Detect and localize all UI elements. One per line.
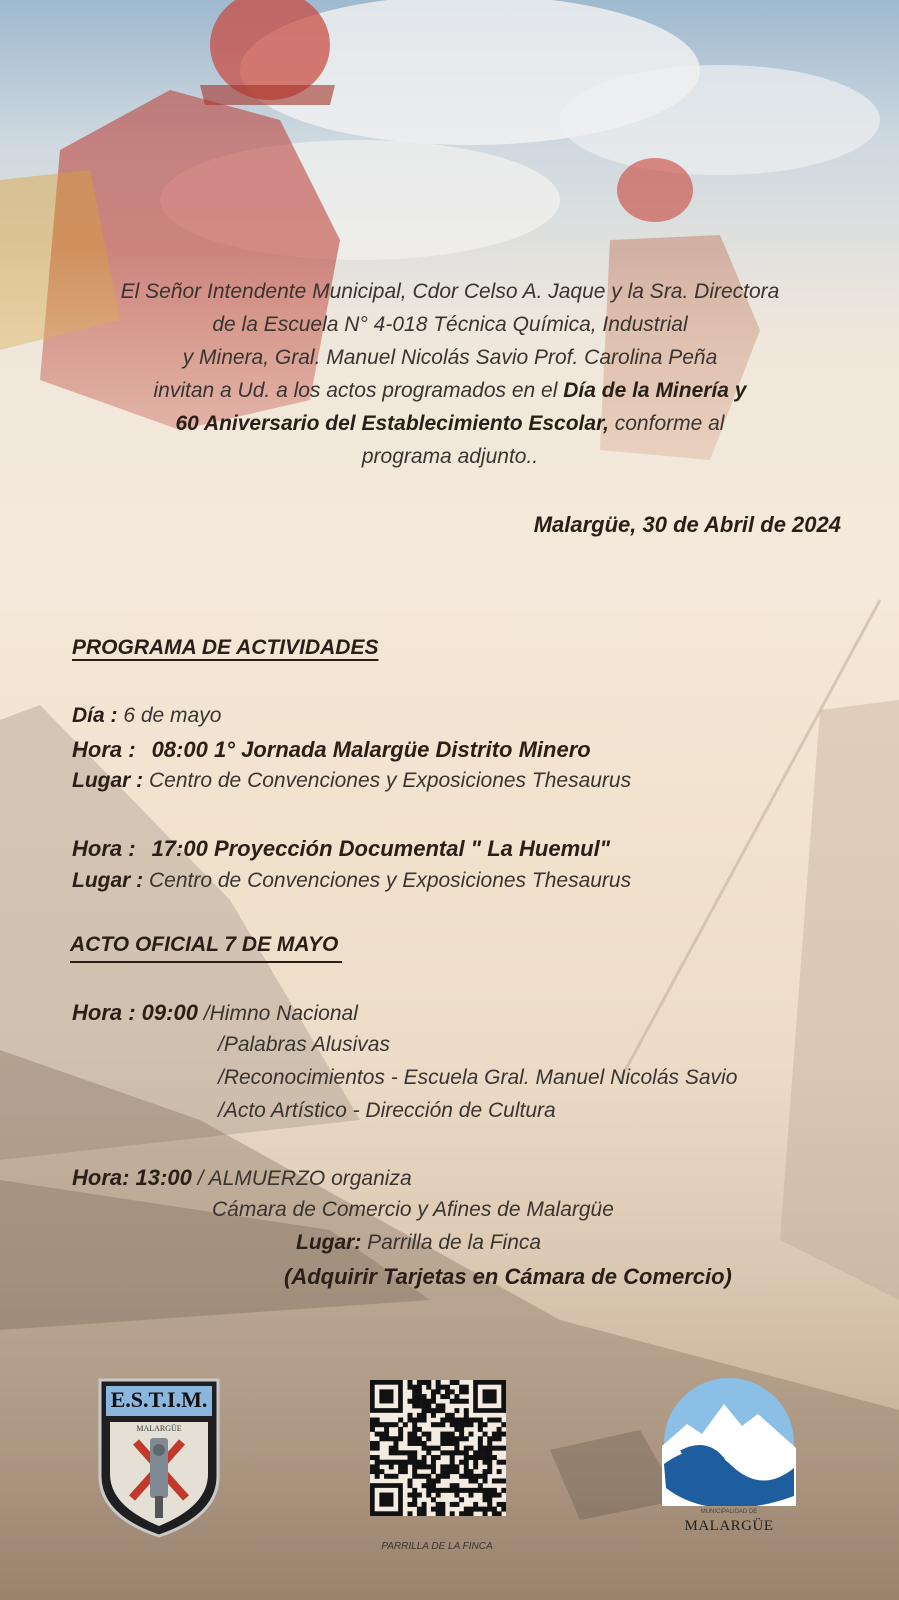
acto-item: /Acto Artístico - Dirección de Cultura [218,1099,556,1122]
muni-name: MALARGÜE [684,1518,774,1534]
almuerzo-lugar-label: Lugar: [296,1231,362,1254]
qr-code [370,1380,506,1521]
estim-text: E.S.T.I.M. [110,1387,208,1412]
intro-line: y Minera, Gral. Manuel Nicolás Savio Prof. Carolina Peña [182,346,718,369]
event1-hora-value: 08:00 1° Jornada Malargüe Distrito Minero [151,737,591,762]
almuerzo-text: / ALMUERZO organiza [191,1167,412,1190]
estim-logo [96,1378,222,1543]
intro-text: invitan a Ud. a los actos programados en el [153,379,564,402]
event1-lugar-value: Centro de Convenciones y Exposiciones Thesaurus [143,769,632,792]
intro-line [30,407,870,440]
event1-hora-line [72,737,591,763]
intro-highlight: 60 Aniversario del Establecimiento Escolar, [175,412,609,435]
event1-lugar-line [72,769,631,793]
acto-item: /Reconocimientos - Escuela Gral. Manuel Nicolás Savio [218,1066,738,1089]
qr-caption: PARRILLA DE LA FINCA [381,1541,493,1552]
camara-text: Cámara de Comercio y Afines de Malargüe [212,1198,614,1221]
intro-line: programa adjunto.. [361,445,539,468]
acto-title: ACTO OFICIAL 7 DE MAYO [70,933,342,963]
almuerzo-lugar-value: Parrilla de la Finca [361,1231,542,1254]
acto-hora2-line [72,1165,412,1191]
dia-label: Día : [72,704,118,727]
invitation-text [30,275,870,473]
date-line: Malargüe, 30 de Abril de 2024 [533,512,841,537]
malargue-logo [662,1376,796,1534]
acto-hora1: Hora : 09:00 [72,1000,198,1025]
intro-line: de la Escuela N° 4-018 Técnica Química, Industrial [212,313,688,336]
muni-small-text: MUNICIPALIDAD DE [700,1509,758,1515]
event1-hora-label: Hora : [72,737,136,762]
intro-line [30,374,870,407]
event2-hora-line [72,836,610,862]
acto-hora1-line [72,1000,358,1026]
acto-item: /Himno Nacional [203,1002,358,1025]
event1-lugar-label: Lugar : [72,769,144,792]
event2-lugar-value: Centro de Convenciones y Exposiciones Thesaurus [143,869,632,892]
event2-lugar-label: Lugar : [72,869,144,892]
dia-value: 6 de mayo [117,704,222,727]
event2-hora-value: 17:00 Proyección Documental " La Huemul" [151,836,611,861]
tarjetas-note [284,1264,732,1290]
dia-line [72,704,221,728]
acto-item: /Palabras Alusivas [218,1033,390,1056]
intro-highlight: Día de la Minería y [563,379,747,402]
acto-hora2: Hora: 13:00 [72,1165,192,1190]
event2-hora-label: Hora : [72,836,136,861]
estim-sub: MALARGÜE [136,1424,182,1433]
tarjetas-text: (Adquirir Tarjetas en Cámara de Comercio) [284,1264,732,1289]
intro-text: conforme al [608,412,725,435]
almuerzo-lugar-line [296,1231,541,1255]
intro-line: El Señor Intendente Municipal, Cdor Celso A. Jaque y la Sra. Directora [120,280,780,303]
event2-lugar-line [72,869,631,893]
programa-title: PROGRAMA DE ACTIVIDADES [72,636,379,659]
